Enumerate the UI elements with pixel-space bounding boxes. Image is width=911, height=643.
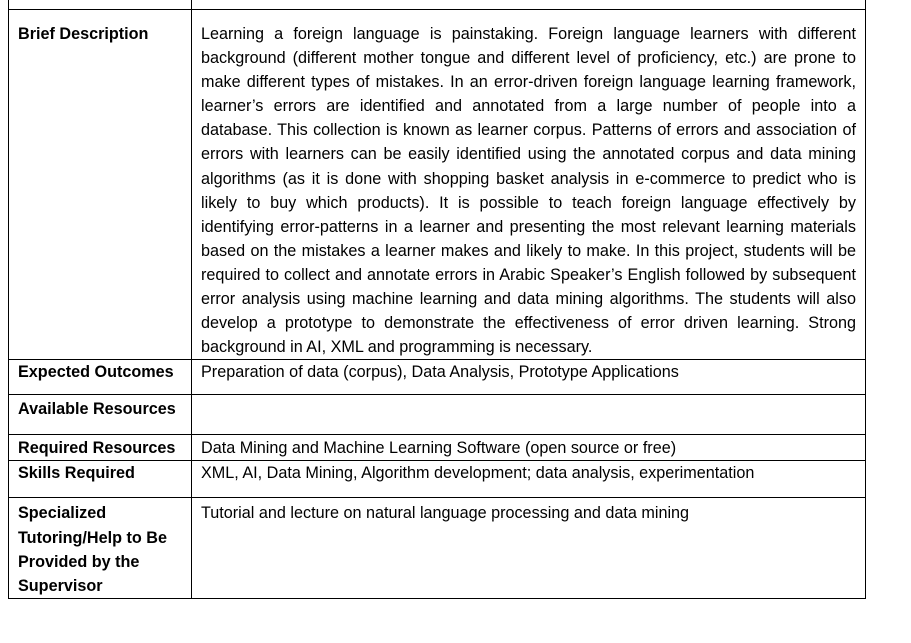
project-description-table: [8, 0, 866, 599]
empty-label-cell: [9, 0, 192, 10]
skills-required-value: XML, AI, Data Mining, Algorithm development; data analysis, experimentation: [192, 461, 866, 498]
expected-outcomes-label: Expected Outcomes: [9, 360, 192, 395]
required-resources-value: Data Mining and Machine Learning Software (open source or free): [192, 435, 866, 461]
table-row-brief-description: [9, 10, 866, 360]
available-resources-value: [192, 395, 866, 435]
required-resources-label: Required Resources: [9, 435, 192, 461]
brief-description-value: Learning a foreign language is painstaking. Foreign language learners with different background (different mother tongue and different level of proficiency, etc.) are prone to make different types of mistakes. In an error-driven foreign language learning framework, learner’s errors are identified and annotated from a large number of people into a database. This collection is known as learner corpus. Patterns of errors and association of errors with learners can be easily identified using the annotated corpus and data mining algorithms (as it is done with shopping basket analysis in e-commerce to predict who is likely to buy which products). It is possible to teach foreign language effectively by identifying error-patterns in a learner and presenting the most relevant learning materials based on the mistakes a learner makes and likely to make. In this project, students will be required to collect and annotate errors in Arabic Speaker’s English followed by subsequent error analysis using machine learning and data mining algorithms. The students will also develop a prototype to demonstrate the effectiveness of error driven learning. Strong background in AI, XML and programming is necessary.: [192, 10, 866, 360]
table-row-top-partial: [9, 0, 866, 10]
available-resources-label: Available Resources: [9, 395, 192, 435]
table-row-expected-outcomes: [9, 360, 866, 395]
expected-outcomes-value: Preparation of data (corpus), Data Analysis, Prototype Applications: [192, 360, 866, 395]
empty-value-cell: [192, 0, 866, 10]
specialized-tutoring-value: Tutorial and lecture on natural language processing and data mining: [192, 498, 866, 598]
skills-required-label: Skills Required: [9, 461, 192, 498]
table-row-skills-required: [9, 461, 866, 498]
table-row-available-resources: [9, 395, 866, 435]
specialized-tutoring-label: Specialized Tutoring/Help to Be Provided by the Supervisor: [9, 498, 192, 598]
table-row-required-resources: [9, 435, 866, 461]
brief-description-label: Brief Description: [9, 10, 192, 360]
table-row-specialized-tutoring: [9, 498, 866, 598]
